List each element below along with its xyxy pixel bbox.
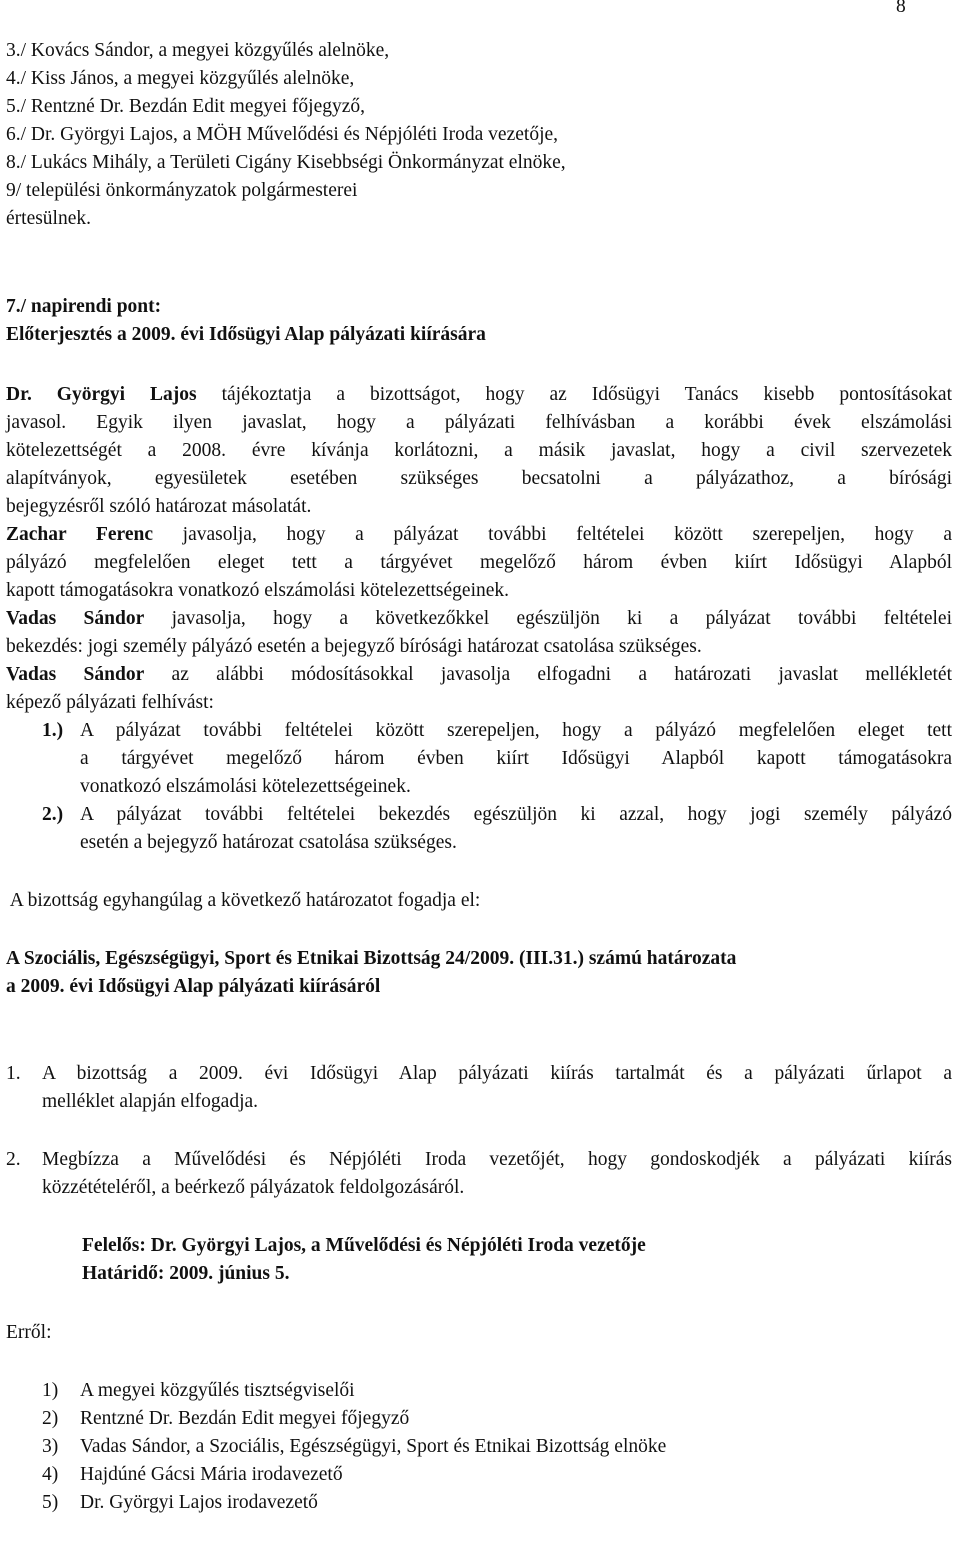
notify-item: Vadas Sándor, a Szociális, Egészségügyi, Sport és Etnikai Bizottság elnöke — [80, 1436, 667, 1457]
top-list-item: 3./ Kovács Sándor, a megyei közgyűlés alelnöke, — [6, 40, 390, 61]
resolution-subtitle: a 2009. évi Idősügyi Alap pályázati kiírásáról — [6, 976, 381, 997]
top-list-item: 9/ települési önkormányzatok polgármesterei — [6, 180, 358, 201]
notify-number: 2) — [42, 1408, 59, 1429]
notify-item: Dr. Györgyi Lajos irodavezető — [80, 1492, 318, 1513]
paragraph-line — [6, 522, 952, 548]
paragraph-line: kötelezettségét a 2008. évre kívánja korlátozni, a másik javaslat, hogy a civil szervezetek — [6, 440, 952, 461]
notify-number: 1) — [42, 1380, 59, 1401]
deadline: Határidő: 2009. június 5. — [82, 1263, 290, 1284]
paragraph-line: pályázó megfelelően eleget tett a tárgyévet megelőző három évben kiírt Idősügyi Alapból — [6, 552, 952, 573]
amendment-number: 1.) — [42, 720, 64, 741]
notify-number: 4) — [42, 1464, 59, 1485]
decision-line: A bizottság a 2009. évi Idősügyi Alap pályázati kiírás tartalmát és a pályázati űrlapot a — [42, 1063, 952, 1084]
decision-number: 1. — [6, 1063, 21, 1084]
paragraph-line: kapott támogatásokra vonatkozó elszámolási kötelezettségeinek. — [6, 580, 510, 601]
paragraph-text: az alábbi módosításokkal javasolja elfogadni a határozati javaslat mellékletét — [144, 664, 953, 685]
amendment-number: 2.) — [42, 804, 64, 825]
decision-line: közzétételéről, a beérkező pályázatok feldolgozásáról. — [42, 1177, 465, 1198]
amendment-line: A pályázat további feltételei bekezdés egészüljön ki azzal, hogy jogi személy pályázó — [80, 804, 952, 825]
decision-line: melléklet alapján elfogadja. — [42, 1091, 259, 1112]
responsible: Felelős: Dr. Györgyi Lajos, a Művelődési és Népjóléti Iroda vezetője — [82, 1235, 646, 1256]
notify-item: Hajdúné Gácsi Mária irodavezető — [80, 1464, 343, 1485]
top-list-item: értesülnek. — [6, 208, 92, 229]
paragraph-line: képező pályázati felhívást: — [6, 692, 214, 713]
resolution-title: A Szociális, Egészségügyi, Sport és Etnikai Bizottság 24/2009. (III.31.) számú határozata — [6, 948, 737, 969]
paragraph-line — [6, 382, 952, 408]
notify-number: 3) — [42, 1436, 59, 1457]
notify-label: Erről: — [6, 1322, 52, 1343]
paragraph-text: javasolja, hogy a következőkkel egészüljön ki a pályázat további feltételei — [144, 608, 952, 629]
agenda-title: Előterjesztés a 2009. évi Idősügyi Alap pályázati kiírására — [6, 324, 486, 345]
top-list-item: 6./ Dr. Györgyi Lajos, a MÖH Művelődési és Népjóléti Iroda vezetője, — [6, 124, 559, 145]
paragraph-text: javasolja, hogy a pályázat további feltételei között szerepeljen, hogy a — [153, 524, 952, 545]
top-list-item: 5./ Rentzné Dr. Bezdán Edit megyei főjegyző, — [6, 96, 366, 117]
paragraph-line — [6, 662, 952, 688]
amendment-line: a tárgyévet megelőző három évben kiírt Idősügyi Alapból kapott támogatásokra — [80, 748, 952, 769]
decision-number: 2. — [6, 1149, 21, 1170]
notify-item: A megyei közgyűlés tisztségviselői — [80, 1380, 355, 1401]
paragraph-text: tájékoztatja a bizottságot, hogy az Idősügyi Tanács kisebb pontosításokat — [196, 384, 952, 405]
amendment-line: A pályázat további feltételei között szerepeljen, hogy a pályázó megfelelően eleget tett — [80, 720, 952, 741]
amendment-line: esetén a bejegyző határozat csatolása szükséges. — [80, 832, 457, 853]
notify-number: 5) — [42, 1492, 59, 1513]
paragraph-line: bejegyzésről szóló határozat másolatát. — [6, 496, 312, 517]
agenda-point: 7./ napirendi pont: — [6, 296, 162, 317]
paragraph-line: javasol. Egyik ilyen javaslat, hogy a pályázati felhívásban a korábbi évek elszámolási — [6, 412, 952, 433]
speaker-name: Vadas Sándor — [6, 608, 145, 629]
decision-line: Megbízza a Művelődési és Népjóléti Iroda vezetőjét, hogy gondoskodjék a pályázati kiírás — [42, 1149, 952, 1170]
speaker-name: Vadas Sándor — [6, 664, 145, 685]
paragraph-line: bekezdés: jogi személy pályázó esetén a bejegyző bírósági határozat csatolása szükséges. — [6, 636, 702, 657]
top-list-item: 4./ Kiss János, a megyei közgyűlés alelnöke, — [6, 68, 355, 89]
decision-intro: A bizottság egyhangúlag a következő határozatot fogadja el: — [6, 890, 481, 911]
paragraph-line — [6, 606, 952, 632]
top-list-item: 8./ Lukács Mihály, a Területi Cigány Kisebbségi Önkormányzat elnöke, — [6, 152, 566, 173]
notify-item: Rentzné Dr. Bezdán Edit megyei főjegyző — [80, 1408, 410, 1429]
speaker-name: Zachar Ferenc — [6, 524, 153, 545]
page-number: 8 — [896, 0, 906, 17]
paragraph-line: alapítványok, egyesületek esetében szükséges becsatolni a pályázathoz, a bírósági — [6, 468, 952, 489]
amendment-line: vonatkozó elszámolási kötelezettségeinek. — [80, 776, 411, 797]
speaker-name: Dr. Györgyi Lajos — [6, 384, 197, 405]
